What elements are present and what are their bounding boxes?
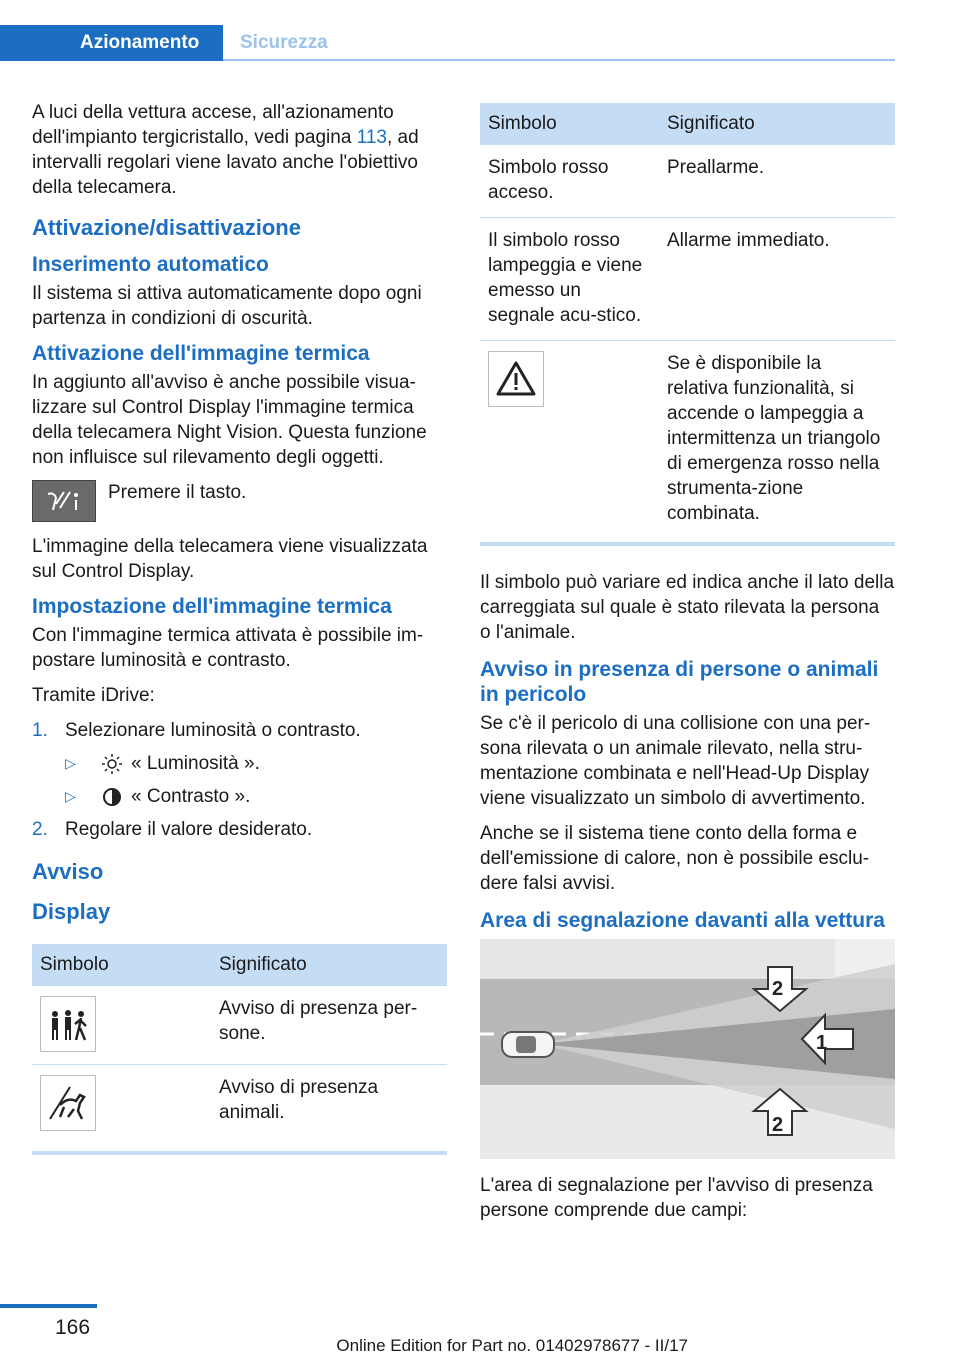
triangle-bullet-icon: ▷: [65, 755, 76, 771]
key-instruction: [32, 480, 447, 522]
row-meaning: Avviso di presenza animali.: [219, 1077, 379, 1123]
table-header-meaning: Significato: [659, 103, 895, 145]
heading-setting: Impostazione dell'immagine termica: [32, 595, 392, 618]
animal-warning-icon: [40, 1075, 96, 1131]
step-text: Regolare il valore desiderato.: [65, 819, 313, 840]
warning-triangle-icon: [488, 351, 544, 407]
heading-auto: Inserimento automatico: [32, 253, 269, 276]
night-vision-symbol-icon: [44, 488, 84, 514]
row-meaning: Avviso di presenza per-sone.: [211, 986, 447, 1065]
table-row: [480, 341, 895, 539]
table-header-symbol: Simbolo: [480, 103, 659, 145]
table-header-meaning: Significato: [211, 944, 447, 986]
row-meaning: Allarme immediato.: [659, 218, 895, 341]
heading-warning: Avviso: [32, 859, 104, 884]
sub-contrast-text: « Contrasto ».: [131, 786, 251, 807]
car-icon: [502, 1032, 554, 1057]
night-vision-button-icon[interactable]: [32, 480, 96, 522]
step-number: 2.: [32, 819, 48, 840]
step-1: [32, 718, 447, 743]
persons-warning-icon: [40, 996, 96, 1052]
intro-text-start: A luci della vettura accese, all'azionamento dell'impianto tergicristallo, vedi pagina: [32, 102, 394, 148]
heading-area: Area di segnalazione davanti alla vettura: [480, 909, 885, 932]
intro-text-end: , ad intervalli regolari viene lavato anche l'obiettivo della telecamera.: [32, 127, 419, 198]
tab-azionamento[interactable]: Azionamento: [0, 25, 223, 61]
zone-label-1: 1: [816, 1032, 828, 1054]
header-bar: [0, 25, 895, 61]
footer-edition: Online Edition for Part no. 01402978677 - II/17: [336, 1336, 688, 1355]
paragraph-false-warnings: Anche se il sistema tiene conto della forma e dell'emissione di calore, non è possibile esclu-dere falsi avvisi.: [480, 823, 870, 894]
paragraph-area: L'area di segnalazione per l'avviso di presenza persone comprende due campi:: [480, 1175, 873, 1221]
right-column: [480, 103, 895, 1233]
table-row: [32, 986, 447, 1065]
sub-brightness: [65, 751, 447, 776]
step-number: 1.: [32, 720, 48, 741]
table-row: [480, 218, 895, 341]
footer-rule: [0, 1304, 97, 1308]
steps-list: [32, 718, 447, 842]
row-symbol: Simbolo rosso acceso.: [480, 145, 659, 218]
heading-display: Display: [32, 899, 111, 924]
paragraph-danger: Se c'è il pericolo di una collisione con una per-sona rilevata o un animale rilevato, nella stru-mentazione combinata e nell'Head-Up Display viene visualizzato un simbolo di avvertimento.: [480, 713, 871, 809]
paragraph-thermal: In aggiunto all'avviso è anche possibile visua-lizzare sul Control Display l'immagine termica della telecamera Night Vision. Questa funzione non influisce sul rilevamento degli oggetti.: [32, 372, 427, 468]
table-header-symbol: Simbolo: [32, 944, 211, 986]
alarm-symbol-table: [480, 103, 895, 538]
sub-brightness-text: « Luminosità ».: [131, 753, 260, 774]
page-number: 166: [55, 1316, 91, 1339]
heading-danger: Avviso in presenza di persone o animali in pericolo: [480, 658, 879, 706]
paragraph-auto: Il sistema si attiva automaticamente dopo ogni partenza in condizioni di oscurità.: [32, 283, 422, 329]
paragraph-setting: Con l'immagine termica attivata è possibile im-postare luminosità e contrasto.: [32, 625, 424, 671]
row-meaning: Se è disponibile la relativa funzionalità, si accende o lampeggia a intermittenza un triangolo di emergenza rosso nella strumenta-zione combinata.: [667, 353, 881, 524]
zone-label-2-top: 2: [772, 978, 784, 1000]
zone-label-2-bottom: 2: [772, 1114, 784, 1136]
sub-contrast: [65, 784, 447, 809]
brightness-icon: [99, 753, 125, 775]
step-2: [32, 817, 447, 842]
table-end-rule: [32, 1151, 447, 1155]
row-symbol: Il simbolo rosso lampeggia e viene emesso un segnale acu-stico.: [480, 218, 659, 341]
heading-thermal: Attivazione dell'immagine termica: [32, 342, 370, 365]
heading-activation: Attivazione/disattivazione: [32, 215, 301, 240]
table-row: [480, 145, 895, 218]
left-column: [32, 100, 447, 1155]
intro-paragraph: [32, 100, 447, 200]
paragraph-display: L'immagine della telecamera viene visualizzata sul Control Display.: [32, 536, 428, 582]
tab-sicurezza[interactable]: Sicurezza: [240, 32, 328, 53]
key-instruction-text: Premere il tasto.: [108, 482, 247, 503]
table-row: [32, 1065, 447, 1144]
display-symbol-table: [32, 944, 447, 1143]
row-meaning: Preallarme.: [659, 145, 895, 218]
paragraph-symbol: Il simbolo può variare ed indica anche il lato della carreggiata sul quale è stato rilevata la persona o l'animale.: [480, 572, 895, 643]
triangle-bullet-icon: ▷: [65, 788, 76, 804]
contrast-icon: [99, 786, 125, 808]
table-end-rule: [480, 542, 895, 546]
step-text: Selezionare luminosità o contrasto.: [65, 720, 361, 741]
header-divider: [223, 59, 895, 61]
warning-area-diagram: [480, 939, 895, 1159]
page-link[interactable]: 113: [356, 127, 387, 148]
paragraph-idrive: Tramite iDrive:: [32, 685, 155, 706]
